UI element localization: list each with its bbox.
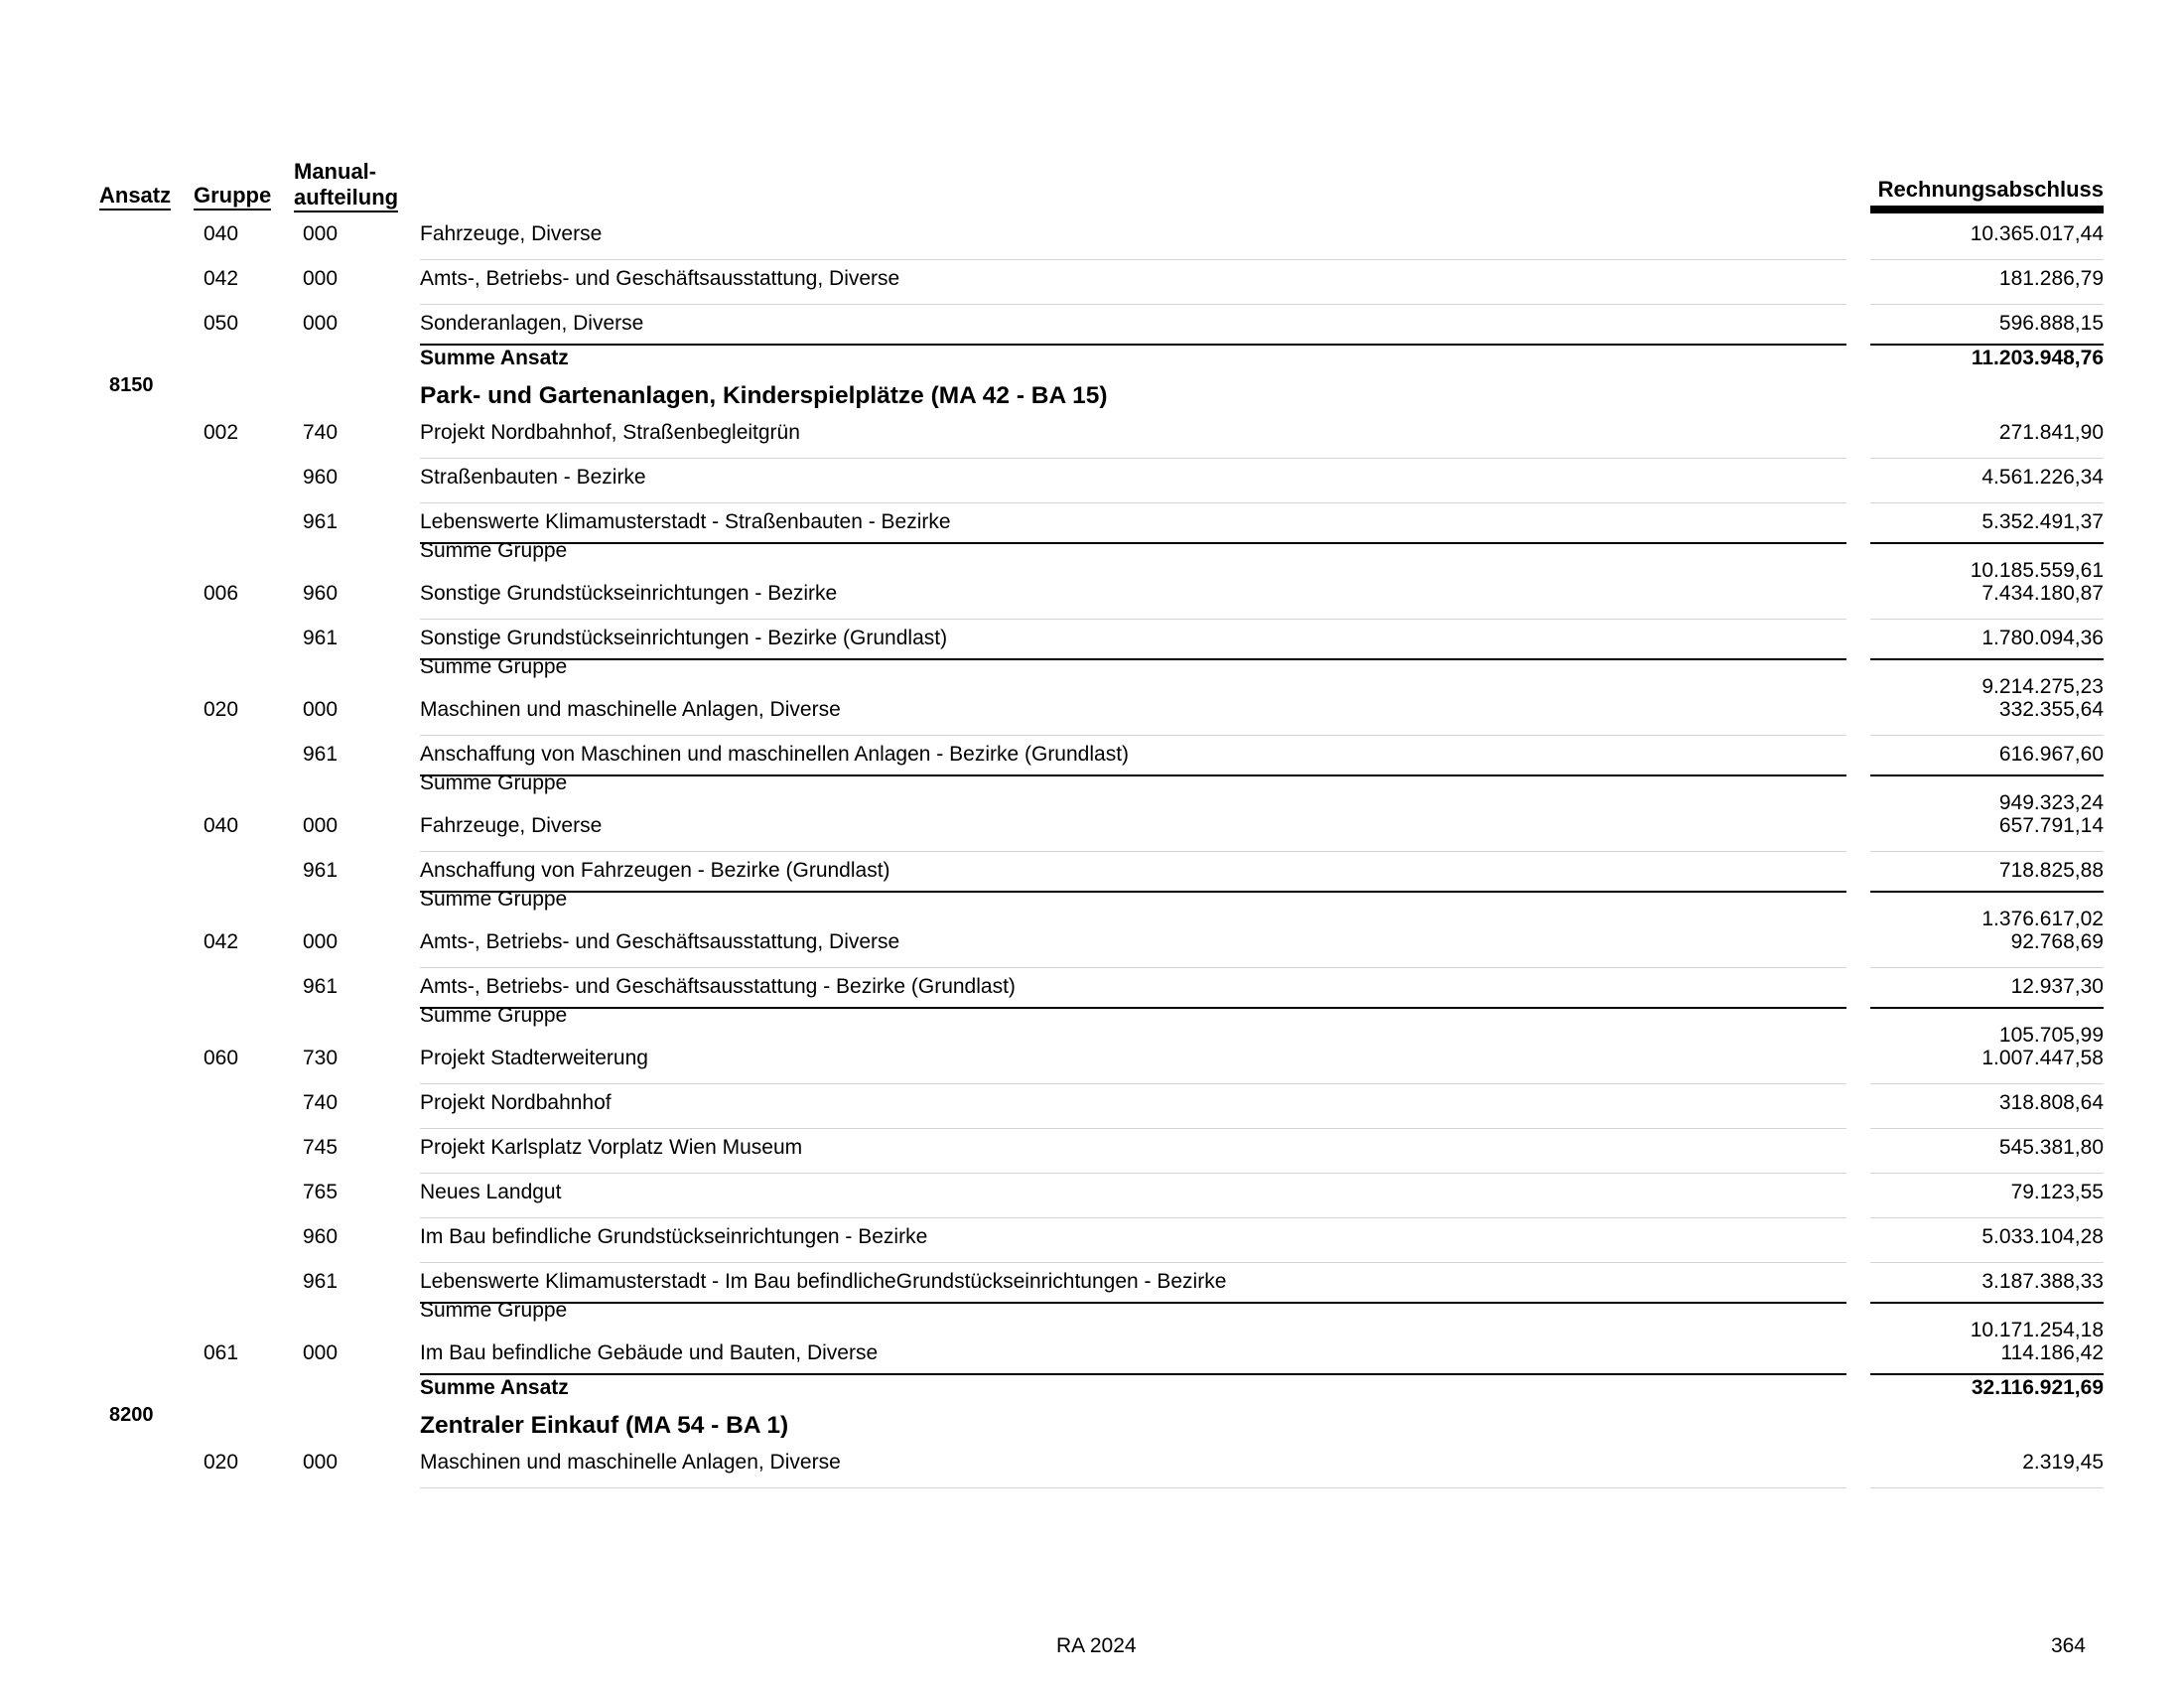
cell-gruppe: 040 bbox=[204, 222, 239, 245]
row-divider bbox=[1870, 735, 2104, 736]
cell-manual: 000 bbox=[303, 814, 339, 837]
row-divider bbox=[1870, 304, 2104, 305]
cell-amount: 2.319,45 bbox=[2022, 1451, 2104, 1474]
cell-amount: 1.780.094,36 bbox=[1981, 627, 2104, 649]
cell-description: Fahrzeuge, Diverse bbox=[420, 222, 603, 245]
cell-amount: 545.381,80 bbox=[1998, 1136, 2104, 1159]
cell-description: Im Bau befindliche Gebäude und Bauten, Diverse bbox=[420, 1341, 879, 1364]
sum-rule bbox=[1870, 542, 2104, 544]
cell-amount: 3.187.388,33 bbox=[1981, 1270, 2104, 1293]
cell-description: Sonstige Grundstückseinrichtungen - Bezirke bbox=[420, 582, 838, 605]
table-row bbox=[0, 975, 2184, 1003]
cell-amount: 1.376.617,02 bbox=[1981, 908, 2104, 930]
row-divider bbox=[420, 619, 1846, 620]
row-divider bbox=[420, 1083, 1846, 1084]
cell-gruppe: 061 bbox=[204, 1341, 239, 1364]
cell-amount: 318.808,64 bbox=[1998, 1091, 2104, 1114]
sum-row bbox=[0, 539, 2184, 582]
cell-amount: 10.185.559,61 bbox=[1970, 559, 2104, 582]
cell-amount: 12.937,30 bbox=[2010, 975, 2104, 998]
cell-amount: 114.186,42 bbox=[2000, 1341, 2104, 1364]
table-row bbox=[0, 1225, 2184, 1253]
cell-description: Lebenswerte Klimamusterstadt - Im Bau befindlicheGrundstückseinrichtungen - Bezirke bbox=[420, 1270, 1227, 1293]
row-divider bbox=[1870, 1173, 2104, 1174]
sum-row bbox=[0, 772, 2184, 814]
row-divider bbox=[420, 458, 1846, 459]
cell-amount: 79.123,55 bbox=[2010, 1181, 2104, 1203]
page-number: 364 bbox=[2050, 1634, 2086, 1657]
cell-description: Anschaffung von Fahrzeugen - Bezirke (Grundlast) bbox=[420, 859, 890, 882]
cell-description: Projekt Stadterweiterung bbox=[420, 1047, 648, 1069]
cell-description: Straßenbauten - Bezirke bbox=[420, 466, 646, 489]
cell-description: Neues Landgut bbox=[420, 1181, 562, 1203]
sum-rule bbox=[420, 891, 1846, 893]
cell-amount: 718.825,88 bbox=[1998, 859, 2104, 882]
table-row bbox=[0, 930, 2184, 958]
sum-rule bbox=[1870, 1007, 2104, 1009]
sum-row bbox=[0, 1004, 2184, 1047]
sum-row bbox=[0, 347, 2184, 374]
cell-description: Projekt Nordbahnhof bbox=[420, 1091, 612, 1114]
cell-manual: 960 bbox=[303, 466, 339, 489]
cell-description: Park- und Gartenanlagen, Kinderspielplätze (MA 42 - BA 15) bbox=[420, 382, 1108, 409]
cell-manual: 000 bbox=[303, 312, 339, 335]
cell-description: Lebenswerte Klimamusterstadt - Straßenbauten - Bezirke bbox=[420, 510, 951, 533]
sum-rule bbox=[1870, 891, 2104, 893]
row-divider bbox=[420, 1217, 1846, 1218]
section-title-row bbox=[0, 1404, 2184, 1442]
cell-gruppe: 042 bbox=[204, 930, 239, 953]
cell-description: Zentraler Einkauf (MA 54 - BA 1) bbox=[420, 1412, 789, 1439]
row-divider bbox=[1870, 619, 2104, 620]
cell-ansatz: 8150 bbox=[109, 374, 154, 396]
cell-amount: 949.323,24 bbox=[1998, 791, 2104, 814]
row-divider bbox=[1870, 851, 2104, 852]
cell-description: Projekt Karlsplatz Vorplatz Wien Museum bbox=[420, 1136, 803, 1159]
cell-amount: 9.214.275,23 bbox=[1981, 675, 2104, 698]
cell-description: Maschinen und maschinelle Anlagen, Diverse bbox=[420, 1451, 841, 1474]
sum-row bbox=[0, 888, 2184, 930]
row-divider bbox=[420, 502, 1846, 503]
column-header-manual-line2: aufteilung bbox=[294, 185, 398, 212]
cell-ansatz: 8200 bbox=[109, 1404, 154, 1426]
cell-manual: 961 bbox=[303, 1270, 339, 1293]
sum-rule bbox=[420, 774, 1846, 776]
cell-description: Summe Gruppe bbox=[420, 1004, 568, 1027]
cell-gruppe: 020 bbox=[204, 698, 239, 721]
cell-description: Summe Gruppe bbox=[420, 539, 568, 562]
sum-rule bbox=[1870, 1302, 2104, 1304]
cell-amount: 5.033.104,28 bbox=[1981, 1225, 2104, 1248]
cell-description: Summe Gruppe bbox=[420, 772, 568, 794]
sum-rule bbox=[420, 1007, 1846, 1009]
cell-description: Fahrzeuge, Diverse bbox=[420, 814, 603, 837]
cell-amount: 4.561.226,34 bbox=[1981, 466, 2104, 489]
table-row bbox=[0, 698, 2184, 726]
table-row bbox=[0, 1451, 2184, 1478]
cell-gruppe: 002 bbox=[204, 421, 239, 444]
cell-manual: 740 bbox=[303, 421, 339, 444]
table-row bbox=[0, 743, 2184, 771]
table-row bbox=[0, 859, 2184, 887]
table-row bbox=[0, 222, 2184, 250]
footer-document-label: RA 2024 bbox=[1056, 1634, 1137, 1657]
cell-manual: 961 bbox=[303, 975, 339, 998]
row-divider bbox=[420, 1128, 1846, 1129]
row-divider bbox=[420, 304, 1846, 305]
table-row bbox=[0, 267, 2184, 295]
cell-manual: 000 bbox=[303, 930, 339, 953]
table-row bbox=[0, 582, 2184, 610]
cell-amount: 32.116.921,69 bbox=[1971, 1376, 2104, 1399]
cell-description: Maschinen und maschinelle Anlagen, Diverse bbox=[420, 698, 841, 721]
sum-rule bbox=[420, 344, 1846, 346]
cell-manual: 961 bbox=[303, 859, 339, 882]
sum-rule bbox=[420, 1302, 1846, 1304]
sum-rule bbox=[420, 1373, 1846, 1375]
row-divider bbox=[1870, 259, 2104, 260]
cell-description: Summe Ansatz bbox=[420, 347, 569, 369]
cell-description: Summe Gruppe bbox=[420, 1299, 568, 1322]
column-header-gruppe: Gruppe bbox=[194, 183, 271, 209]
table-row bbox=[0, 421, 2184, 449]
table-row bbox=[0, 466, 2184, 493]
sum-rule bbox=[1870, 774, 2104, 776]
cell-description: Amts-, Betriebs- und Geschäftsausstattung, Diverse bbox=[420, 930, 900, 953]
row-divider bbox=[420, 967, 1846, 968]
section-title-row bbox=[0, 374, 2184, 412]
cell-manual: 740 bbox=[303, 1091, 339, 1114]
cell-gruppe: 042 bbox=[204, 267, 239, 290]
cell-amount: 105.705,99 bbox=[1998, 1024, 2104, 1047]
row-divider bbox=[1870, 1487, 2104, 1488]
column-header-ansatz: Ansatz bbox=[99, 183, 171, 209]
cell-description: Summe Ansatz bbox=[420, 1376, 569, 1399]
row-divider bbox=[1870, 502, 2104, 503]
cell-gruppe: 020 bbox=[204, 1451, 239, 1474]
row-divider bbox=[1870, 1083, 2104, 1084]
cell-description: Anschaffung von Maschinen und maschinellen Anlagen - Bezirke (Grundlast) bbox=[420, 743, 1130, 766]
column-header-manual-line1: Manual- bbox=[294, 159, 377, 184]
table-row bbox=[0, 1341, 2184, 1369]
sum-rule bbox=[1870, 658, 2104, 660]
row-divider bbox=[1870, 1128, 2104, 1129]
cell-amount: 596.888,15 bbox=[1998, 312, 2104, 335]
cell-manual: 000 bbox=[303, 698, 339, 721]
cell-manual: 000 bbox=[303, 1451, 339, 1474]
row-divider bbox=[1870, 458, 2104, 459]
cell-description: Im Bau befindliche Grundstückseinrichtungen - Bezirke bbox=[420, 1225, 928, 1248]
column-header-rechnungsabschluss: Rechnungsabschluss bbox=[1877, 177, 2104, 202]
cell-gruppe: 040 bbox=[204, 814, 239, 837]
cell-description: Summe Gruppe bbox=[420, 655, 568, 678]
cell-description: Sonstige Grundstückseinrichtungen - Bezirke (Grundlast) bbox=[420, 627, 948, 649]
cell-amount: 92.768,69 bbox=[2010, 930, 2104, 953]
cell-manual: 000 bbox=[303, 222, 339, 245]
cell-amount: 10.365.017,44 bbox=[1970, 222, 2104, 245]
row-divider bbox=[420, 259, 1846, 260]
cell-description: Amts-, Betriebs- und Geschäftsausstattung - Bezirke (Grundlast) bbox=[420, 975, 1016, 998]
cell-description: Amts-, Betriebs- und Geschäftsausstattung, Diverse bbox=[420, 267, 900, 290]
cell-gruppe: 060 bbox=[204, 1047, 239, 1069]
table-row bbox=[0, 510, 2184, 538]
cell-description: Summe Gruppe bbox=[420, 888, 568, 911]
cell-amount: 10.171.254,18 bbox=[1970, 1319, 2104, 1341]
table-row bbox=[0, 627, 2184, 654]
sum-row bbox=[0, 1376, 2184, 1404]
cell-amount: 271.841,90 bbox=[1998, 421, 2104, 444]
cell-amount: 332.355,64 bbox=[1998, 698, 2104, 721]
cell-amount: 11.203.948,76 bbox=[1971, 347, 2104, 369]
table-row bbox=[0, 1136, 2184, 1164]
row-divider bbox=[1870, 967, 2104, 968]
sum-rule bbox=[420, 658, 1846, 660]
row-divider bbox=[420, 1487, 1846, 1488]
sum-rule bbox=[1870, 344, 2104, 346]
sum-rule bbox=[1870, 1373, 2104, 1375]
row-divider bbox=[1870, 1262, 2104, 1263]
table-row bbox=[0, 1181, 2184, 1208]
cell-amount: 5.352.491,37 bbox=[1981, 510, 2104, 533]
cell-amount: 616.967,60 bbox=[1998, 743, 2104, 766]
cell-manual: 730 bbox=[303, 1047, 339, 1069]
table-row bbox=[0, 312, 2184, 340]
cell-manual: 961 bbox=[303, 510, 339, 533]
cell-gruppe: 050 bbox=[204, 312, 239, 335]
table-row bbox=[0, 1047, 2184, 1074]
table-row bbox=[0, 1091, 2184, 1119]
row-divider bbox=[420, 735, 1846, 736]
cell-amount: 1.007.447,58 bbox=[1981, 1047, 2104, 1069]
cell-manual: 960 bbox=[303, 1225, 339, 1248]
row-divider bbox=[420, 1173, 1846, 1174]
row-divider bbox=[1870, 1217, 2104, 1218]
cell-amount: 657.791,14 bbox=[1998, 814, 2104, 837]
cell-manual: 961 bbox=[303, 627, 339, 649]
sum-rule bbox=[420, 542, 1846, 544]
table-row bbox=[0, 814, 2184, 842]
sum-row bbox=[0, 1299, 2184, 1341]
cell-manual: 000 bbox=[303, 267, 339, 290]
cell-description: Projekt Nordbahnhof, Straßenbegleitgrün bbox=[420, 421, 800, 444]
row-divider bbox=[420, 851, 1846, 852]
cell-amount: 181.286,79 bbox=[1998, 267, 2104, 290]
cell-gruppe: 006 bbox=[204, 582, 239, 605]
cell-manual: 000 bbox=[303, 1341, 339, 1364]
cell-manual: 961 bbox=[303, 743, 339, 766]
cell-manual: 960 bbox=[303, 582, 339, 605]
cell-amount: 7.434.180,87 bbox=[1981, 582, 2104, 605]
sum-row bbox=[0, 655, 2184, 698]
cell-manual: 745 bbox=[303, 1136, 339, 1159]
cell-manual: 765 bbox=[303, 1181, 339, 1203]
cell-description: Sonderanlagen, Diverse bbox=[420, 312, 644, 335]
row-divider bbox=[420, 1262, 1846, 1263]
table-row bbox=[0, 1270, 2184, 1298]
